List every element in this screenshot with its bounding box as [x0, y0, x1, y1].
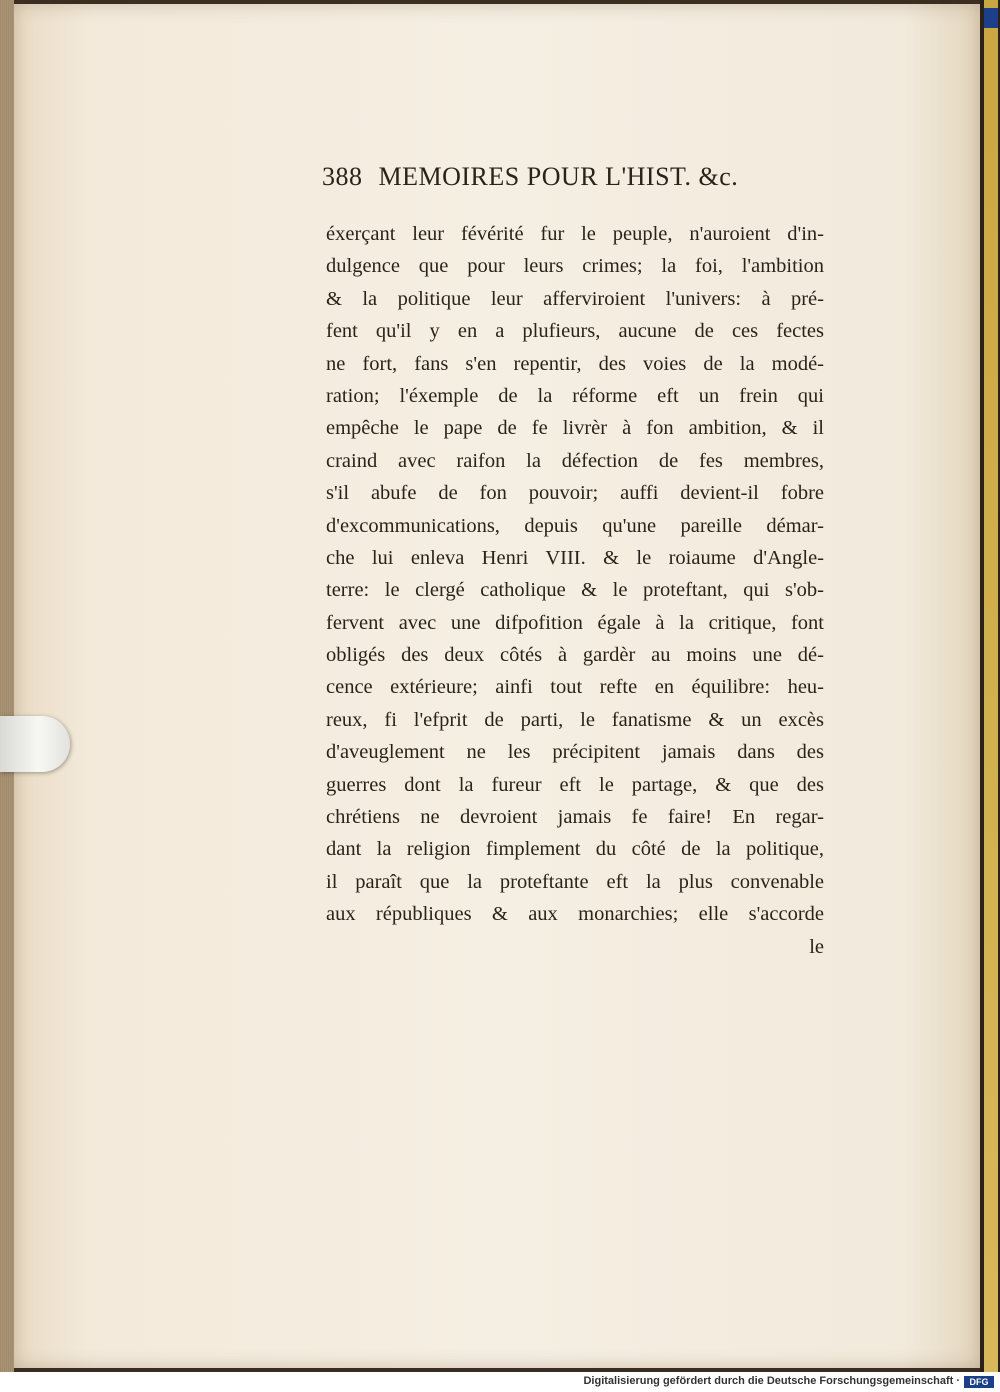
text-line: fent qu'il y en a plufieurs, aucune de ces fectes — [326, 320, 824, 343]
ruler-mark — [984, 8, 998, 28]
text-line: cence extérieure; ainfi tout refte en équilibre: heu- — [326, 676, 824, 699]
page-tab-marker — [0, 716, 70, 772]
color-ruler — [984, 0, 998, 1372]
text-line: d'aveuglement ne les précipitent jamais dans des — [326, 741, 824, 764]
text-line: guerres dont la fureur eft le partage, & que des — [326, 773, 824, 796]
text-line: dant la religion fimplement du côté de la politique, — [326, 838, 824, 861]
text-line: il paraît que la proteftante eft la plus convenable — [326, 870, 824, 893]
text-line: fervent avec une difpofition égale à la critique, font — [326, 611, 824, 634]
page-edges — [0, 0, 14, 1372]
text-line: ne fort, fans s'en repentir, des voies de la modé- — [326, 352, 824, 375]
page-number: 388 — [322, 162, 363, 191]
text-line: d'excommunications, depuis qu'une pareille démar- — [326, 514, 824, 537]
text-line: & la politique leur afferviroient l'univers: à pré- — [326, 287, 824, 310]
text-line: empêche le pape de fe livrèr à fon ambition, & il — [326, 417, 824, 440]
text-line: s'il abufe de fon pouvoir; auffi devient-il fobre — [326, 482, 824, 505]
text-line: terre: le clergé catholique & le proteftant, qui s'ob- — [326, 579, 824, 602]
text-line: dulgence que pour leurs crimes; la foi, l'ambition — [326, 255, 824, 278]
body-text — [326, 218, 824, 963]
text-line: ration; l'éxemple de la réforme eft un frein qui — [326, 384, 824, 407]
text-line: aux républiques & aux monarchies; elle s'accorde — [326, 903, 824, 926]
text-line: éxerçant leur févérité fur le peuple, n'auroient d'in- — [326, 223, 824, 245]
text-line: che lui enleva Henri VIII. & le roiaume d'Angle- — [326, 546, 824, 569]
catchword: le — [809, 935, 824, 958]
text-line: craind avec raifon la défection de fes membres, — [326, 449, 824, 472]
footer-bar — [0, 1372, 1000, 1392]
text-line: chrétiens ne devroient jamais fe faire! En regar- — [326, 806, 824, 829]
text-line: reux, fi l'efprit de parti, le fanatisme & un excès — [326, 708, 824, 731]
running-title: MEMOIRES POUR L'HIST. &c. — [378, 162, 739, 191]
dfg-logo-icon: DFG — [964, 1376, 994, 1388]
running-header — [322, 162, 802, 200]
digitization-credit: Digitalisierung gefördert durch die Deutsche Forschungsgemeinschaft · — [583, 1375, 960, 1387]
text-line: obligés des deux côtés à gardèr au moins une dé- — [326, 644, 824, 667]
